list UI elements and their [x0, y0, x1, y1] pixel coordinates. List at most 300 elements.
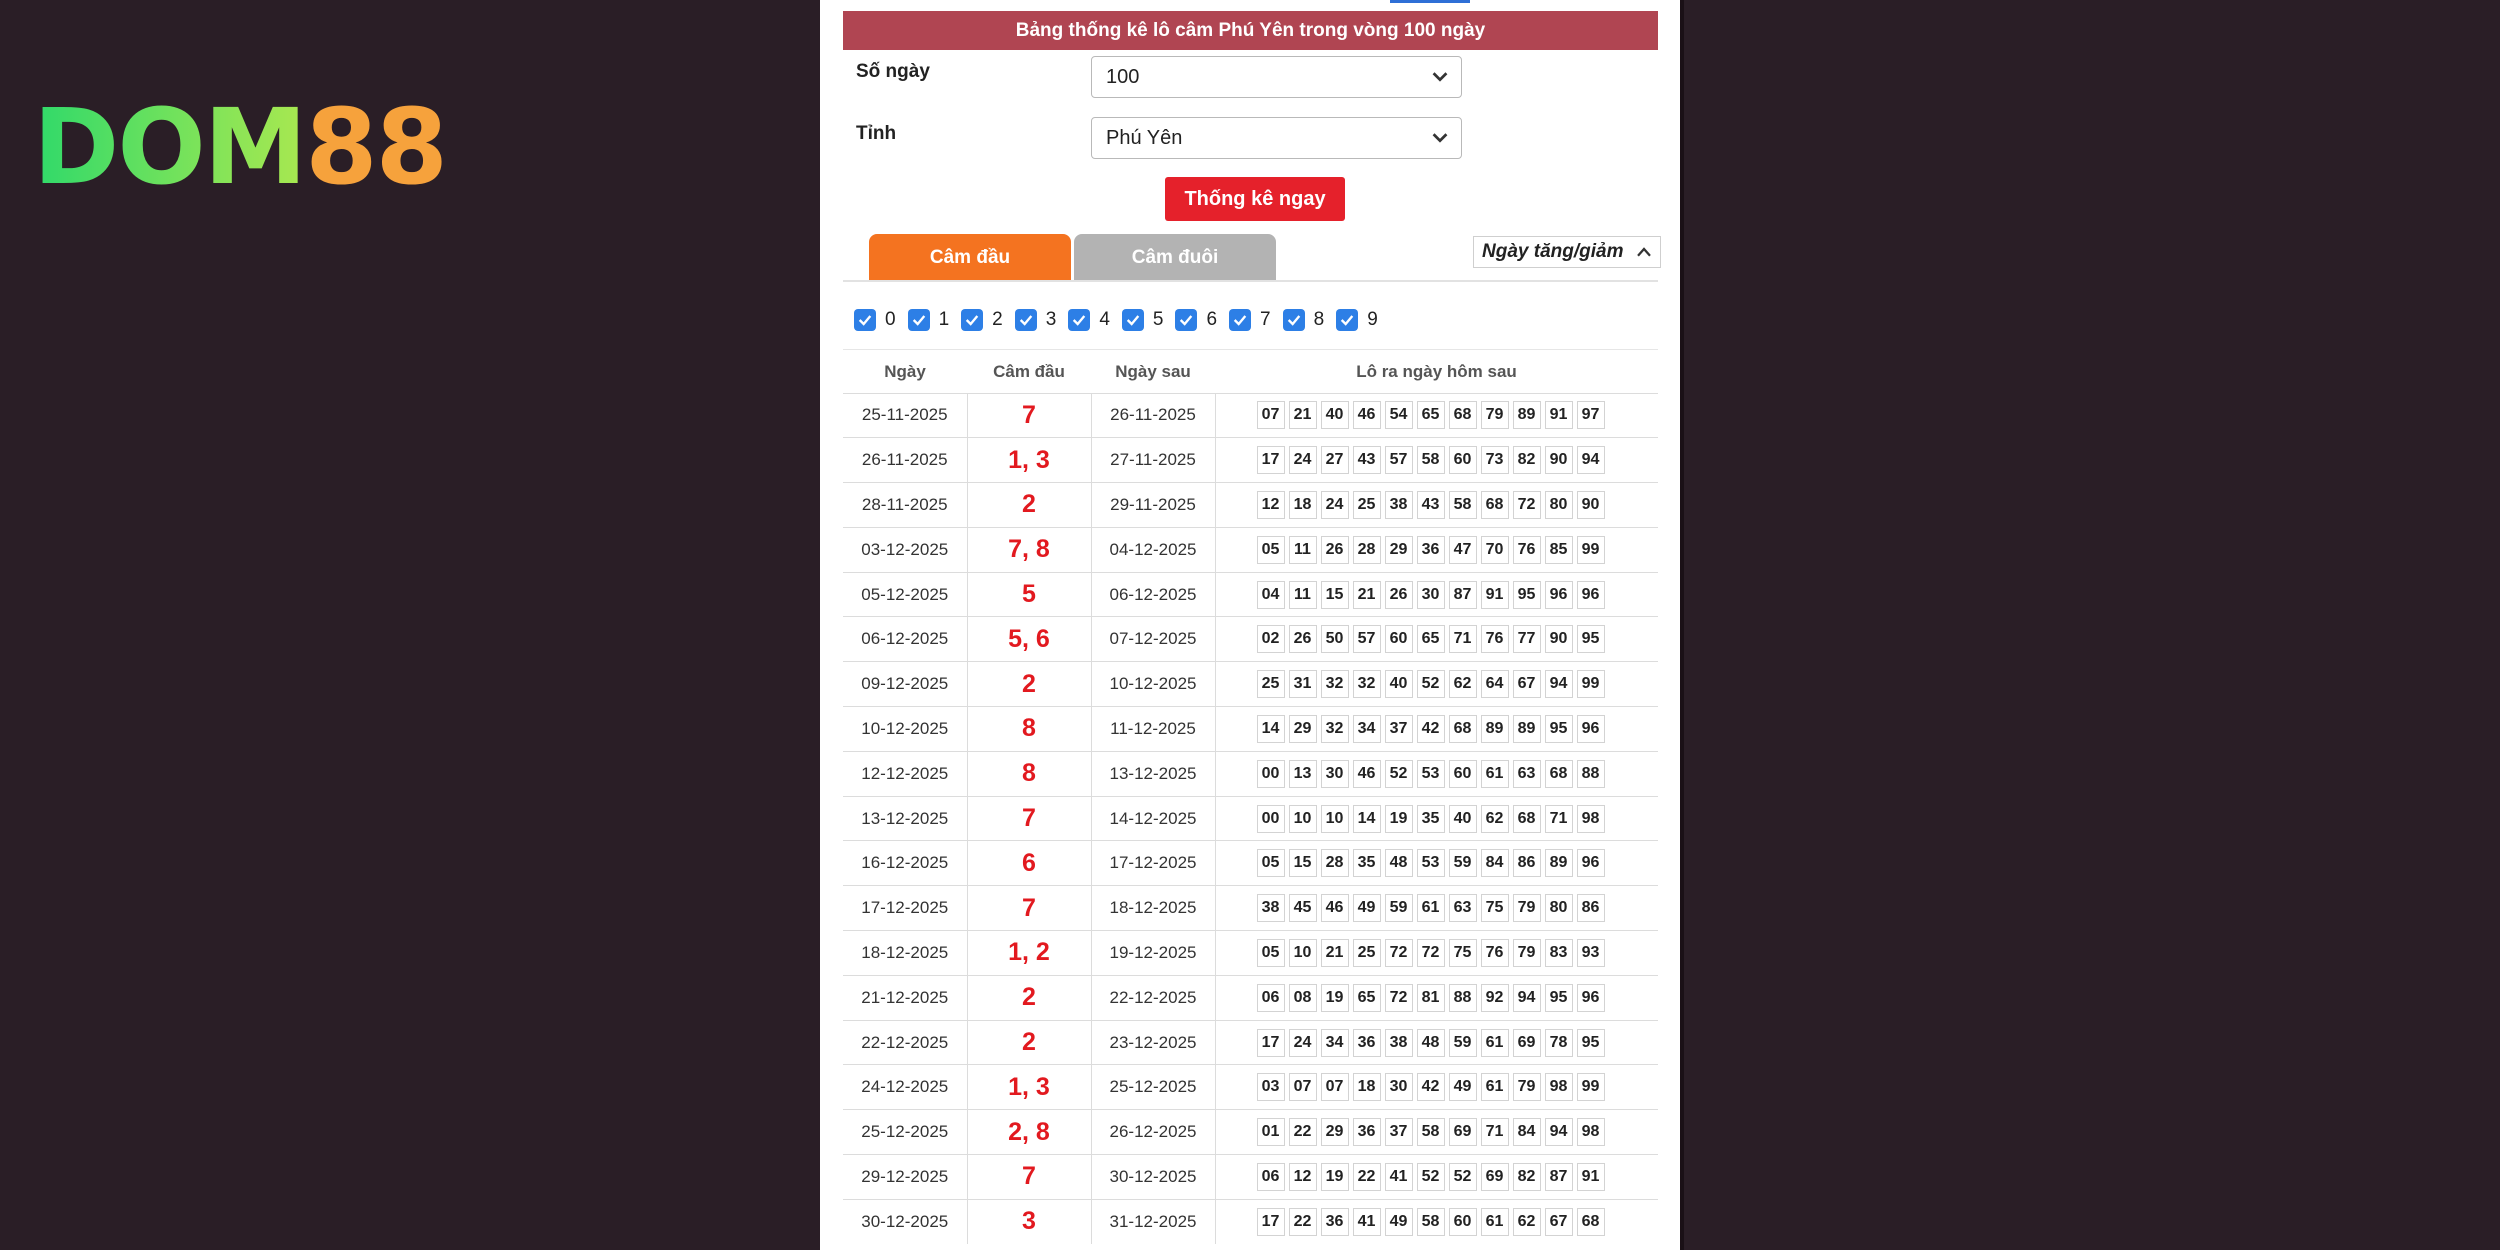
- lo-number: 59: [1449, 1029, 1477, 1057]
- lo-number: 18: [1353, 1073, 1381, 1101]
- lo-number: 54: [1385, 401, 1413, 429]
- lo-number: 42: [1417, 1073, 1445, 1101]
- lo-number: 69: [1481, 1163, 1509, 1191]
- lo-number: 65: [1417, 401, 1445, 429]
- lo-number: 52: [1417, 1163, 1445, 1191]
- lo-number: 58: [1417, 446, 1445, 474]
- lo-number: 79: [1513, 1073, 1541, 1101]
- cell-next-date: 26-12-2025: [1091, 1110, 1215, 1155]
- lo-number: 89: [1481, 715, 1509, 743]
- lo-number: 96: [1577, 581, 1605, 609]
- lo-number: 07: [1289, 1073, 1317, 1101]
- lo-number: 17: [1257, 1029, 1285, 1057]
- lo-number: 29: [1321, 1118, 1349, 1146]
- checkmark-icon[interactable]: [1283, 309, 1305, 331]
- lo-number: 26: [1289, 625, 1317, 653]
- days-label: Số ngày: [856, 61, 930, 82]
- lo-number: 48: [1417, 1029, 1445, 1057]
- lo-number: 72: [1385, 984, 1413, 1012]
- cell-cam-dau: 1, 3: [967, 438, 1091, 483]
- lo-number: 36: [1353, 1118, 1381, 1146]
- cell-date: 12-12-2025: [843, 751, 967, 796]
- lo-number: 14: [1353, 805, 1381, 833]
- cell-next-date: 17-12-2025: [1091, 841, 1215, 886]
- lo-number: 81: [1417, 984, 1445, 1012]
- cell-date: 25-12-2025: [843, 1110, 967, 1155]
- lo-number: 41: [1385, 1163, 1413, 1191]
- digit-checkbox-group: [854, 308, 1390, 332]
- lo-number: 68: [1449, 401, 1477, 429]
- digit-checkbox-8[interactable]: [1283, 309, 1325, 331]
- lo-number: 43: [1417, 491, 1445, 519]
- cell-date: 24-12-2025: [843, 1065, 967, 1110]
- cell-date: 22-12-2025: [843, 1020, 967, 1065]
- sort-date-toggle[interactable]: [1473, 236, 1661, 268]
- lo-number: 79: [1513, 894, 1541, 922]
- checkmark-icon[interactable]: [1336, 309, 1358, 331]
- lo-number: 63: [1449, 894, 1477, 922]
- lo-number: 36: [1353, 1029, 1381, 1057]
- lo-number: 12: [1289, 1163, 1317, 1191]
- chevron-up-icon: [1634, 243, 1654, 261]
- lo-number: 94: [1545, 670, 1573, 698]
- cell-cam-dau: 8: [967, 707, 1091, 752]
- digit-checkbox-label: 9: [1367, 309, 1378, 330]
- lo-number: 68: [1513, 805, 1541, 833]
- cell-next-date: 30-12-2025: [1091, 1155, 1215, 1200]
- lo-number: 87: [1449, 581, 1477, 609]
- lo-number: 65: [1417, 625, 1445, 653]
- table-row: [843, 751, 1658, 796]
- lo-number: 61: [1417, 894, 1445, 922]
- cell-lo-results: [1215, 1065, 1658, 1110]
- lo-number: 28: [1321, 849, 1349, 877]
- cell-date: 17-12-2025: [843, 886, 967, 931]
- lo-number: 95: [1545, 984, 1573, 1012]
- cell-lo-results: [1215, 662, 1658, 707]
- lo-number: 68: [1577, 1208, 1605, 1236]
- chevron-down-icon: [1429, 65, 1451, 87]
- lo-number: 29: [1289, 715, 1317, 743]
- cell-next-date: 18-12-2025: [1091, 886, 1215, 931]
- lo-number: 90: [1545, 446, 1573, 474]
- lo-number: 71: [1481, 1118, 1509, 1146]
- col-header-next-date: Ngày sau: [1091, 351, 1215, 393]
- table-row: [843, 975, 1658, 1020]
- lo-number: 69: [1449, 1118, 1477, 1146]
- lo-number: 62: [1481, 805, 1509, 833]
- lo-number: 57: [1385, 446, 1413, 474]
- lo-number: 69: [1513, 1029, 1541, 1057]
- lo-number: 83: [1545, 939, 1573, 967]
- lo-number: 21: [1353, 581, 1381, 609]
- cell-lo-results: [1215, 1020, 1658, 1065]
- table-row: [843, 617, 1658, 662]
- lo-number: 11: [1289, 536, 1317, 564]
- lo-number: 91: [1481, 581, 1509, 609]
- cell-next-date: 27-11-2025: [1091, 438, 1215, 483]
- lo-number: 60: [1449, 446, 1477, 474]
- cell-cam-dau: 5: [967, 572, 1091, 617]
- lo-number: 35: [1353, 849, 1381, 877]
- checkmark-icon[interactable]: [1015, 309, 1037, 331]
- lo-number: 40: [1385, 670, 1413, 698]
- lo-number: 92: [1481, 984, 1509, 1012]
- lo-number: 53: [1417, 849, 1445, 877]
- cell-next-date: 19-12-2025: [1091, 931, 1215, 976]
- lo-number: 05: [1257, 849, 1285, 877]
- lo-number: 30: [1385, 1073, 1413, 1101]
- lo-number: 24: [1321, 491, 1349, 519]
- lo-number: 10: [1321, 805, 1349, 833]
- lo-number: 68: [1545, 760, 1573, 788]
- checkmark-icon[interactable]: [1068, 309, 1090, 331]
- lo-number: 07: [1257, 401, 1285, 429]
- lo-number: 96: [1577, 849, 1605, 877]
- lo-number: 00: [1257, 760, 1285, 788]
- province-label: Tỉnh: [856, 123, 897, 144]
- lo-number: 02: [1257, 625, 1285, 653]
- lo-number: 52: [1449, 1163, 1477, 1191]
- cell-date: 26-11-2025: [843, 438, 967, 483]
- lo-number: 60: [1449, 1208, 1477, 1236]
- lo-number: 73: [1481, 446, 1509, 474]
- lo-number: 08: [1289, 984, 1317, 1012]
- lo-number: 71: [1545, 805, 1573, 833]
- lo-number: 29: [1385, 536, 1413, 564]
- cell-cam-dau: 1, 2: [967, 931, 1091, 976]
- digit-checkbox-3[interactable]: [1015, 309, 1057, 331]
- cell-next-date: 25-12-2025: [1091, 1065, 1215, 1110]
- lo-number: 37: [1385, 715, 1413, 743]
- province-select[interactable]: [1091, 117, 1462, 159]
- lo-number: 91: [1577, 1163, 1605, 1191]
- lo-number: 49: [1449, 1073, 1477, 1101]
- lo-number: 05: [1257, 939, 1285, 967]
- lo-number: 50: [1321, 625, 1349, 653]
- lo-number: 41: [1353, 1208, 1381, 1236]
- lo-number: 25: [1353, 491, 1381, 519]
- lo-number: 15: [1321, 581, 1349, 609]
- lo-number: 19: [1385, 805, 1413, 833]
- lo-number: 03: [1257, 1073, 1285, 1101]
- cell-next-date: 14-12-2025: [1091, 796, 1215, 841]
- lo-number: 59: [1385, 894, 1413, 922]
- cell-lo-results: [1215, 707, 1658, 752]
- lo-number: 93: [1577, 939, 1605, 967]
- checkmark-icon[interactable]: [961, 309, 983, 331]
- cell-next-date: 04-12-2025: [1091, 527, 1215, 572]
- lo-number: 72: [1385, 939, 1413, 967]
- dom88-logo: [33, 86, 446, 208]
- checkmark-icon[interactable]: [908, 309, 930, 331]
- lo-number: 22: [1353, 1163, 1381, 1191]
- lo-number: 68: [1481, 491, 1509, 519]
- top-accent-bar: [1390, 0, 1470, 3]
- table-row: [843, 393, 1658, 438]
- lo-number: 32: [1321, 715, 1349, 743]
- checkmark-icon[interactable]: [1122, 309, 1144, 331]
- lo-number: 46: [1321, 894, 1349, 922]
- checkmark-icon[interactable]: [854, 309, 876, 331]
- lo-number: 67: [1513, 670, 1541, 698]
- lo-number: 61: [1481, 1073, 1509, 1101]
- lo-number: 82: [1513, 446, 1541, 474]
- lo-number: 32: [1353, 670, 1381, 698]
- table-row: [843, 1110, 1658, 1155]
- lo-number: 24: [1289, 1029, 1317, 1057]
- cell-next-date: 26-11-2025: [1091, 393, 1215, 438]
- lo-number: 96: [1545, 581, 1573, 609]
- lo-number: 21: [1321, 939, 1349, 967]
- digit-checkbox-5[interactable]: [1122, 309, 1164, 331]
- lo-number: 94: [1513, 984, 1541, 1012]
- digit-checkbox-6[interactable]: [1175, 309, 1217, 331]
- cell-cam-dau: 7: [967, 1155, 1091, 1200]
- lo-number: 21: [1289, 401, 1317, 429]
- lo-number: 00: [1257, 805, 1285, 833]
- tabs-divider: [843, 280, 1658, 282]
- lo-number: 98: [1545, 1073, 1573, 1101]
- lo-number: 28: [1353, 536, 1381, 564]
- cell-date: 06-12-2025: [843, 617, 967, 662]
- cell-next-date: 11-12-2025: [1091, 707, 1215, 752]
- lo-number: 96: [1577, 984, 1605, 1012]
- lo-number: 06: [1257, 984, 1285, 1012]
- lo-number: 47: [1449, 536, 1477, 564]
- table-header-row: [843, 351, 1658, 393]
- cell-lo-results: [1215, 931, 1658, 976]
- lo-number: 38: [1385, 491, 1413, 519]
- table-row: [843, 1199, 1658, 1244]
- lo-number: 89: [1513, 715, 1541, 743]
- cell-next-date: 22-12-2025: [1091, 975, 1215, 1020]
- lo-number: 32: [1321, 670, 1349, 698]
- tab-cam-dau[interactable]: Câm đầu: [869, 234, 1071, 281]
- checkmark-icon[interactable]: [1229, 309, 1251, 331]
- cell-date: 29-12-2025: [843, 1155, 967, 1200]
- lo-number: 95: [1577, 625, 1605, 653]
- cell-lo-results: [1215, 975, 1658, 1020]
- cell-lo-results: [1215, 1199, 1658, 1244]
- lo-number: 17: [1257, 446, 1285, 474]
- lo-number: 10: [1289, 805, 1317, 833]
- lo-number: 48: [1385, 849, 1413, 877]
- lo-number: 31: [1289, 670, 1317, 698]
- lo-number: 88: [1449, 984, 1477, 1012]
- cell-cam-dau: 3: [967, 1199, 1091, 1244]
- lo-number: 38: [1257, 894, 1285, 922]
- lo-number: 64: [1481, 670, 1509, 698]
- lo-number: 60: [1385, 625, 1413, 653]
- lo-number: 36: [1321, 1208, 1349, 1236]
- cell-next-date: 10-12-2025: [1091, 662, 1215, 707]
- lo-number: 67: [1545, 1208, 1573, 1236]
- table-row: [843, 886, 1658, 931]
- lo-number: 52: [1385, 760, 1413, 788]
- col-header-cam-dau: Câm đầu: [967, 351, 1091, 393]
- lo-number: 85: [1545, 536, 1573, 564]
- cell-cam-dau: 2: [967, 483, 1091, 528]
- lo-number: 40: [1321, 401, 1349, 429]
- table-row: [843, 438, 1658, 483]
- lo-number: 58: [1417, 1208, 1445, 1236]
- lo-number: 98: [1577, 1118, 1605, 1146]
- table-row: [843, 662, 1658, 707]
- digit-checkbox-1[interactable]: [908, 309, 950, 331]
- digit-checkbox-label: 4: [1099, 309, 1110, 330]
- cell-cam-dau: 7: [967, 796, 1091, 841]
- lo-number: 76: [1481, 625, 1509, 653]
- cell-date: 09-12-2025: [843, 662, 967, 707]
- stats-panel: [820, 0, 1680, 1250]
- lo-number: 30: [1417, 581, 1445, 609]
- lo-number: 27: [1321, 446, 1349, 474]
- lo-number: 60: [1449, 760, 1477, 788]
- lo-number: 46: [1353, 401, 1381, 429]
- checkmark-icon[interactable]: [1175, 309, 1197, 331]
- cell-lo-results: [1215, 393, 1658, 438]
- lo-number: 30: [1321, 760, 1349, 788]
- lo-number: 53: [1417, 760, 1445, 788]
- table-row: [843, 931, 1658, 976]
- sort-label: Ngày tăng/giảm: [1482, 241, 1624, 262]
- lo-number: 99: [1577, 670, 1605, 698]
- cell-cam-dau: 5, 6: [967, 617, 1091, 662]
- lo-number: 89: [1513, 401, 1541, 429]
- digit-checkbox-2[interactable]: [961, 309, 1003, 331]
- digit-checkbox-7[interactable]: [1229, 309, 1271, 331]
- col-header-date: Ngày: [843, 351, 967, 393]
- tab-cam-duoi[interactable]: Câm đuôi: [1074, 234, 1276, 281]
- lo-number: 97: [1577, 401, 1605, 429]
- days-select-value: 100: [1106, 66, 1140, 88]
- lo-number: 14: [1257, 715, 1285, 743]
- col-header-lo-results: Lô ra ngày hôm sau: [1215, 351, 1658, 393]
- lo-number: 57: [1353, 625, 1381, 653]
- logo-text-88: 88: [305, 86, 446, 208]
- lo-number: 40: [1449, 805, 1477, 833]
- lo-number: 06: [1257, 1163, 1285, 1191]
- lo-number: 80: [1545, 894, 1573, 922]
- cell-lo-results: [1215, 1110, 1658, 1155]
- stats-table-wrapper: [843, 351, 1658, 1244]
- lo-number: 76: [1481, 939, 1509, 967]
- table-row: [843, 572, 1658, 617]
- digit-checkbox-label: 0: [885, 309, 896, 330]
- cell-next-date: 31-12-2025: [1091, 1199, 1215, 1244]
- cell-date: 05-12-2025: [843, 572, 967, 617]
- lo-number: 34: [1353, 715, 1381, 743]
- cell-lo-results: [1215, 751, 1658, 796]
- lo-number: 36: [1417, 536, 1445, 564]
- lo-number: 82: [1513, 1163, 1541, 1191]
- lo-number: 42: [1417, 715, 1445, 743]
- lo-number: 62: [1449, 670, 1477, 698]
- lo-number: 95: [1577, 1029, 1605, 1057]
- lo-number: 52: [1417, 670, 1445, 698]
- cell-next-date: 29-11-2025: [1091, 483, 1215, 528]
- lo-number: 61: [1481, 1029, 1509, 1057]
- lo-number: 90: [1545, 625, 1573, 653]
- logo-text-dom: DOM: [33, 86, 306, 208]
- lo-number: 96: [1577, 715, 1605, 743]
- lo-number: 75: [1481, 894, 1509, 922]
- submit-stats-button[interactable]: Thống kê ngay: [1165, 177, 1345, 221]
- lo-number: 90: [1577, 491, 1605, 519]
- digit-checkbox-0[interactable]: [854, 309, 896, 331]
- lo-number: 45: [1289, 894, 1317, 922]
- lo-number: 87: [1545, 1163, 1573, 1191]
- digit-checkbox-label: 6: [1206, 309, 1218, 330]
- lo-number: 79: [1513, 939, 1541, 967]
- divider: [843, 349, 1658, 350]
- table-row: [843, 707, 1658, 752]
- lo-number: 76: [1513, 536, 1541, 564]
- lo-number: 18: [1289, 491, 1317, 519]
- table-row: [843, 483, 1658, 528]
- cell-date: 16-12-2025: [843, 841, 967, 886]
- table-row: [843, 796, 1658, 841]
- cell-next-date: 23-12-2025: [1091, 1020, 1215, 1065]
- lo-number: 84: [1481, 849, 1509, 877]
- lo-number: 22: [1289, 1208, 1317, 1236]
- days-select[interactable]: [1091, 56, 1462, 98]
- lo-number: 70: [1481, 536, 1509, 564]
- digit-checkbox-9[interactable]: [1336, 309, 1378, 331]
- cell-lo-results: [1215, 438, 1658, 483]
- cell-cam-dau: 6: [967, 841, 1091, 886]
- lo-number: 10: [1289, 939, 1317, 967]
- lo-number: 12: [1257, 491, 1285, 519]
- digit-checkbox-label: 3: [1045, 309, 1057, 330]
- digit-checkbox-4[interactable]: [1068, 309, 1110, 331]
- cell-lo-results: [1215, 841, 1658, 886]
- cell-date: 28-11-2025: [843, 483, 967, 528]
- lo-number: 95: [1545, 715, 1573, 743]
- cell-cam-dau: 7: [967, 393, 1091, 438]
- lo-number: 79: [1481, 401, 1509, 429]
- cell-lo-results: [1215, 617, 1658, 662]
- lo-number: 86: [1577, 894, 1605, 922]
- digit-checkbox-label: 8: [1313, 309, 1325, 330]
- lo-number: 78: [1545, 1029, 1573, 1057]
- lo-number: 11: [1289, 581, 1317, 609]
- lo-number: 94: [1545, 1118, 1573, 1146]
- lo-number: 80: [1545, 491, 1573, 519]
- lo-number: 88: [1577, 760, 1605, 788]
- lo-number: 62: [1513, 1208, 1541, 1236]
- cell-cam-dau: 1, 3: [967, 1065, 1091, 1110]
- lo-number: 05: [1257, 536, 1285, 564]
- lo-number: 24: [1289, 446, 1317, 474]
- lo-number: 72: [1417, 939, 1445, 967]
- lo-number: 19: [1321, 1163, 1349, 1191]
- province-select-value: Phú Yên: [1106, 127, 1183, 149]
- lo-number: 37: [1385, 1118, 1413, 1146]
- lo-number: 98: [1577, 805, 1605, 833]
- lo-number: 43: [1353, 446, 1381, 474]
- digit-checkbox-label: 7: [1260, 309, 1271, 330]
- lo-number: 86: [1513, 849, 1541, 877]
- cell-lo-results: [1215, 527, 1658, 572]
- lo-number: 17: [1257, 1208, 1285, 1236]
- lo-number: 15: [1289, 849, 1317, 877]
- cell-next-date: 07-12-2025: [1091, 617, 1215, 662]
- lo-number: 84: [1513, 1118, 1541, 1146]
- lo-number: 26: [1321, 536, 1349, 564]
- lo-number: 99: [1577, 1073, 1605, 1101]
